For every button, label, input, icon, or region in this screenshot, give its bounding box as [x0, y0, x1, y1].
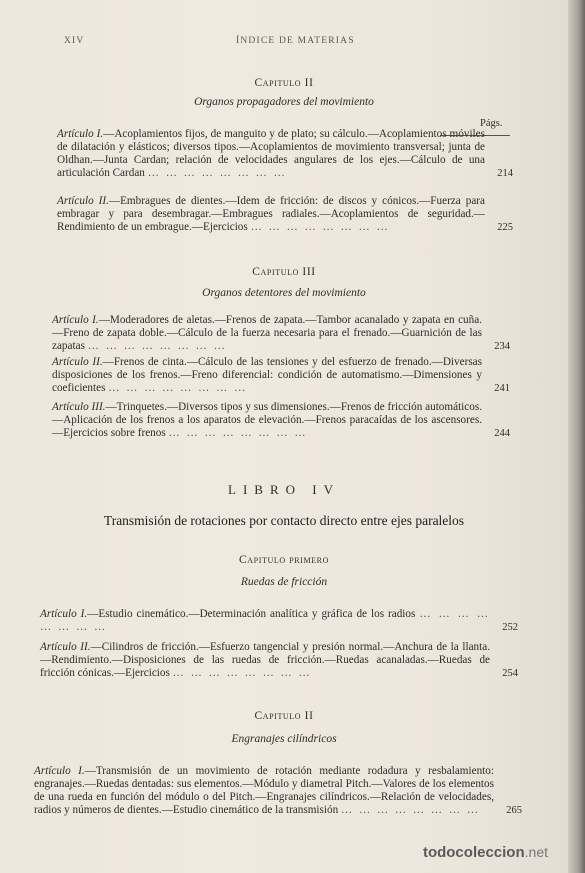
leader-dots: … … … … … … … …	[250, 221, 390, 234]
entry-page: 265	[506, 805, 522, 817]
toc-entry	[57, 195, 513, 234]
article-label: Artículo II.	[57, 195, 109, 207]
entry-page: 252	[502, 622, 518, 634]
leader-dots: … … … … … … … …	[87, 340, 227, 353]
toc-entry	[52, 401, 510, 440]
entry-text: —Trinquetes.—Diversos tipos y sus dimensiones.—Frenos de fricción automáticos.—Aplicación de los frenos a los aparatos de elevación.—Frenos paracaídas de los ascensores.—Ejercicios sobre frenos	[52, 401, 482, 440]
entry-page: 234	[494, 341, 510, 353]
entry-page: 225	[497, 222, 513, 234]
toc-entry	[57, 128, 513, 180]
article-label: Artículo I.	[57, 128, 104, 140]
leader-dots: … … … … … … … …	[340, 804, 481, 817]
pags-label: Págs.	[480, 118, 503, 129]
chapter-heading: Capitulo II	[254, 77, 314, 89]
entry-page: 241	[494, 383, 510, 395]
toc-entry	[40, 641, 518, 680]
chapter-heading: Capitulo primero	[239, 554, 329, 566]
watermark-domain: .net	[524, 844, 548, 860]
article-label: Artículo II.	[52, 356, 103, 368]
toc-entry	[52, 356, 510, 395]
toc-entry	[52, 314, 510, 353]
leader-dots: … … … … … … … …	[108, 382, 248, 395]
book-heading: LIBRO IV	[228, 482, 340, 497]
chapter-subtitle: Ruedas de fricción	[240, 576, 328, 588]
chapter-heading: Capitulo II	[254, 710, 314, 722]
entry-text: —Moderadores de aletas.—Frenos de zapata.—Tambor acanalado y zapata en cuña.—Freno de zapata doble.—Cálculo de la fuerza necesaria para el frenado.—Guarnición de las zapatas	[52, 314, 482, 353]
leader-dots: … … … … … … … …	[172, 667, 312, 680]
leader-dots: … … … … … … … …	[147, 167, 287, 180]
toc-entry	[40, 608, 518, 634]
article-label: Artículo I.	[34, 765, 85, 777]
article-label: Artículo I.	[52, 314, 99, 326]
entry-text: —Cilindros de fricción.—Esfuerzo tangencial y presión normal.—Anchura de la llanta.—Rendimiento.—Disposiciones de las ruedas de fricción.—Ruedas acanaladas.—Ruedas de fricción cónicas.—Ejercicios	[40, 641, 491, 680]
entry-text: —Acoplamientos fijos, de manguito y de plato; su cálculo.—Acoplamientos móviles de dilatación y elásticos; diversos tipos.—Acoplamientos de movimiento transversal; junta de Oldhan.—Junta Cardan; relación de velocidades angulares de los ejes.—Cálculo de una articulación Cardan	[57, 128, 485, 180]
chapter-subtitle: Engranajes cilíndricos	[231, 733, 337, 745]
entry-page: 254	[502, 668, 518, 680]
leader-dots: … … … … … … … …	[168, 427, 308, 440]
article-label: Artículo II.	[40, 641, 91, 653]
header-title: ÍNDICE DE MATERIAS	[236, 36, 355, 46]
toc-entry	[34, 765, 522, 817]
chapter-heading: Capitulo III	[252, 266, 316, 278]
page-edge	[568, 0, 585, 873]
article-label: Artículo III.	[52, 401, 106, 413]
chapter-subtitle: Organos propagadores del movimiento	[194, 96, 374, 108]
entry-text: —Transmisión de un movimiento de rotación mediante rodadura y resbalamiento: engranajes.—Ruedas dentadas: sus elementos.—Módulo y diametral Pitch.—Valores de los elementos de una rueda en función del módulo o del Pitch.—Engranajes cilíndricos.—Relación de velocidades, radios y números de dientes.—Estudio cinemático de la transmisión	[34, 765, 494, 817]
watermark-logo	[423, 844, 548, 861]
entry-text: —Embragues de dientes.—Idem de fricción: de discos y cónicos.—Fuerza para embragar y para desembragar.—Embragues radiales.—Acoplamientos de seguridad.—Rendimiento de un embrague.—Ejercicios	[57, 195, 485, 234]
entry-text: —Frenos de cinta.—Cálculo de las tensiones y del esfuerzo de frenado.—Diversas disposiciones de los frenos.—Freno diferencial: condición de automatismo.—Dimensiones y coeficientes	[52, 356, 482, 395]
article-label: Artículo I.	[40, 608, 88, 620]
watermark-brand: todocoleccion	[422, 844, 525, 861]
header-page-number: XIV	[64, 36, 85, 46]
book-subtitle: Transmisión de rotaciones por contacto directo entre ejes paralelos	[103, 513, 465, 528]
entry-text: —Estudio cinemático.—Determinación analítica y gráfica de los radios	[87, 608, 416, 620]
entry-page: 214	[497, 168, 513, 180]
leader-dots: … … … … … … … …	[40, 608, 491, 634]
entry-page: 244	[494, 428, 510, 440]
chapter-subtitle: Organos detentores del movimiento	[202, 287, 366, 299]
